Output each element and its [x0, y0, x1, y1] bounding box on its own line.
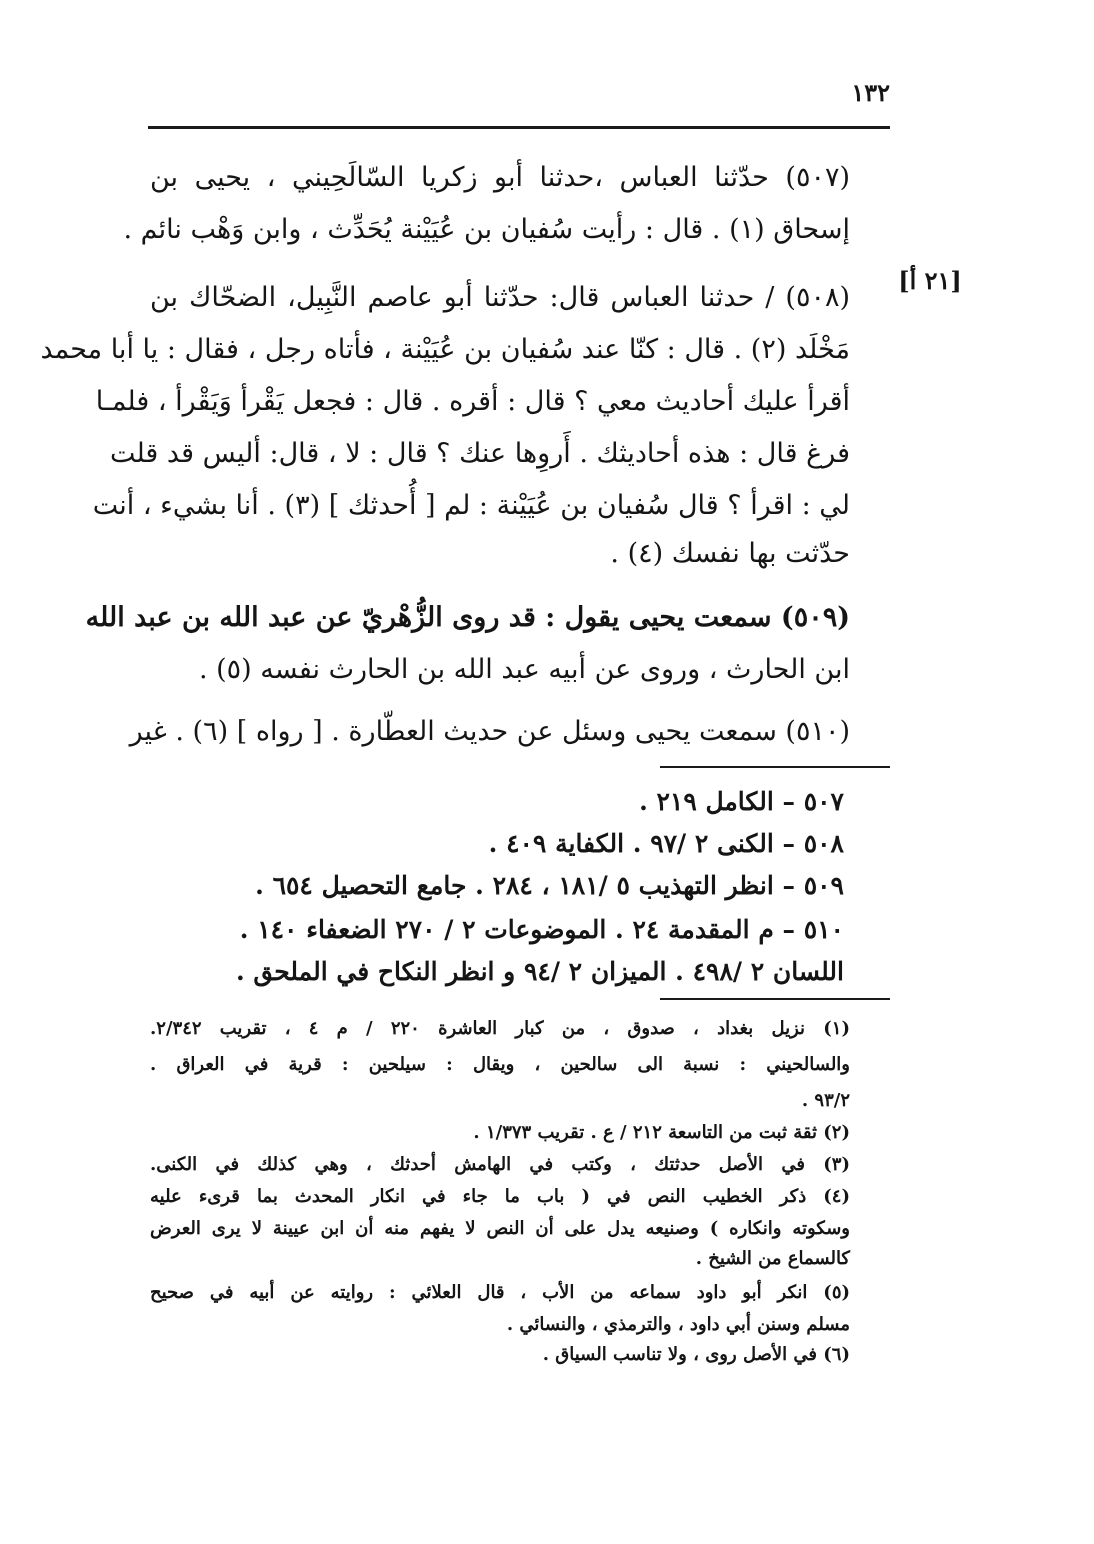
footnote-line: (٦) في الأصل روى ، ولا تناسب السياق .	[542, 1344, 850, 1365]
footnote-line: (١) نزيل بغداد ، صدوق ، من كبار العاشرة ٢٢٠ / م ٤ ، تقريب ٢/٣٤٢.	[150, 1018, 850, 1039]
entry-line: (٥٠٨) / حدثنا العباس قال: حدّثنا أبو عاصم النَّبِيل، الضحّاك بن	[150, 282, 850, 313]
entry-line: إسحاق (١) . قال : رأيت سُفيان بن عُيَيْنة يُحَدِّث ، وابن وَهْب نائم .	[123, 214, 850, 245]
entry-line: (٥٠٩) سمعت يحيى يقول : قد روى الزُّهْريّ عن عبد الله بن عبد الله	[85, 602, 850, 633]
footnote-line: (٥) انكر أبو داود سماعه من الأب ، قال العلائي : روايته عن أبيه في صحيح	[150, 1282, 851, 1303]
entry-line: (٥١٠) سمعت يحيى وسئل عن حديث العطّارة . [ رواه ] (٦) . غير	[129, 716, 850, 747]
source-line: ٥٠٨ – الكنى ٢ /٩٧ . الكفاية ٤٠٩ .	[488, 829, 844, 858]
manuscript-folio-marker: [٢١ أ]	[898, 266, 962, 295]
footnote-line: (٤) ذكر الخطيب النص في ( باب ما جاء في انكار المحدث بما قرىء عليه	[150, 1186, 850, 1207]
source-line: ٥١٠ – م المقدمة ٢٤ . الموضوعات ٢ / ٢٧٠ الضعفاء ١٤٠ .	[239, 915, 844, 944]
footnote-line: وسكوته وانكاره ) وصنيعه يدل على أن النص لا يفهم منه أن ابن عيينة لا يرى العرض	[150, 1218, 850, 1239]
entry-line: أقرأ عليك أحاديث معي ؟ قال : أقره . قال : فجعل يَقْرأ وَيَقْرأ ، فلمـا	[95, 386, 850, 417]
footnote-line: مسلم وسنن أبي داود ، والترمذي ، والنسائي .	[506, 1314, 850, 1335]
entry-line: ابن الحارث ، وروى عن أبيه عبد الله بن الحارث نفسه (٥) .	[198, 654, 850, 685]
source-line: اللسان ٢ /٤٩٨ . الميزان ٢ /٩٤ و انظر النكاح في الملحق .	[236, 957, 844, 986]
entry-line: حدّثت بها نفسك (٤) .	[610, 538, 850, 569]
entry-line: فرغ قال : هذه أحاديثك . أَروِها عنك ؟ قال : لا ، قال: أليس قد قلت	[109, 438, 850, 469]
footnote-line: (٢) ثقة ثبت من التاسعة ٢١٢ / ع . تقريب ١/٣٧٣ .	[473, 1122, 850, 1143]
footnote-line: (٣) في الأصل حدثتك ، وكتب في الهامش أحدثك ، وهي كذلك في الكنى.	[150, 1154, 850, 1175]
page-number: ١٣٢	[851, 78, 890, 107]
footnote-line: والسالحيني : نسبة الى سالحين ، ويقال : سيلحين : قرية في العراق .	[150, 1054, 850, 1075]
sources-rule	[660, 766, 890, 768]
footnotes-rule	[660, 998, 890, 1000]
footnote-line: كالسماع من الشيخ .	[695, 1248, 850, 1269]
source-line: ٥٠٩ – انظر التهذيب ٥ /١٨١ ، ٢٨٤ . جامع التحصيل ٦٥٤ .	[255, 871, 844, 900]
footnote-line: ٩٣/٢ .	[801, 1090, 850, 1111]
entry-line: لي : اقرأ ؟ قال سُفيان بن عُيَيْنة : لم [ أُحدثك ] (٣) . أنا بشيء ، أنت	[92, 490, 850, 521]
source-line: ٥٠٧ – الكامل ٢١٩ .	[639, 787, 844, 816]
header-rule	[148, 126, 890, 129]
entry-line: مَخْلَد (٢) . قال : كنّا عند سُفيان بن عُيَيْنة ، فأتاه رجل ، فقال : يا أبا محمد	[40, 334, 850, 365]
entry-line: (٥٠٧) حدّثنا العباس ،حدثنا أبو زكريا السّالَحِيني ، يحيى بن	[150, 162, 850, 193]
